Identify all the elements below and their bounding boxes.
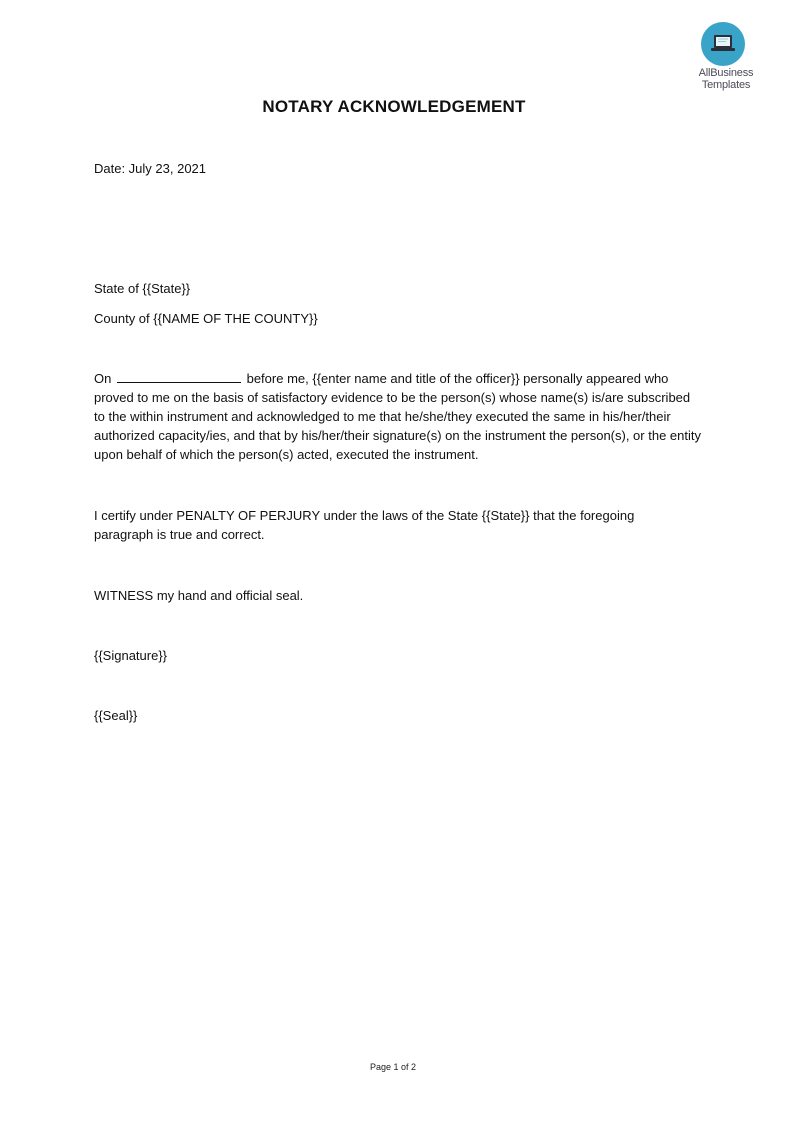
seal-placeholder: {{Seal}} (94, 708, 138, 723)
witness-line: WITNESS my hand and official seal. (94, 588, 304, 603)
signature-placeholder: {{Signature}} (94, 648, 168, 663)
state-line: State of {{State}} (94, 281, 191, 296)
allbusiness-templates-logo (688, 22, 768, 94)
paragraph-body: before me, {{enter name and title of the officer}} personally appeared who proved to me on the basis of satisfactory evidence to be the person(s) whose name(s) is/are subscribed to the within instrument and acknowledged to me that he/she/they executed the same in his/her/their authorized capacity/ies, and that by his/her/their signature(s) on the instrument the person(s), or the entity upon behalf of which the person(s) acted, executed the instrument. (94, 371, 701, 462)
certify-paragraph: I certify under PENALTY OF PERJURY under the laws of the State {{State}} that the foregoing paragraph is true and correct. (94, 508, 635, 542)
logo-line-2: Templates (701, 79, 751, 91)
logo-text (688, 67, 764, 91)
county-line: County of {{NAME OF THE COUNTY}} (94, 311, 318, 326)
page-number: Page 1 of 2 (369, 1062, 417, 1072)
date-blank-line (117, 370, 241, 383)
laptop-icon (701, 22, 745, 66)
date-line: Date: July 23, 2021 (94, 161, 207, 176)
paragraph-on: On (94, 371, 112, 386)
logo-line-1: AllBusiness (698, 67, 754, 79)
document-title: NOTARY ACKNOWLEDGEMENT (262, 97, 526, 116)
acknowledgement-paragraph (94, 369, 704, 464)
